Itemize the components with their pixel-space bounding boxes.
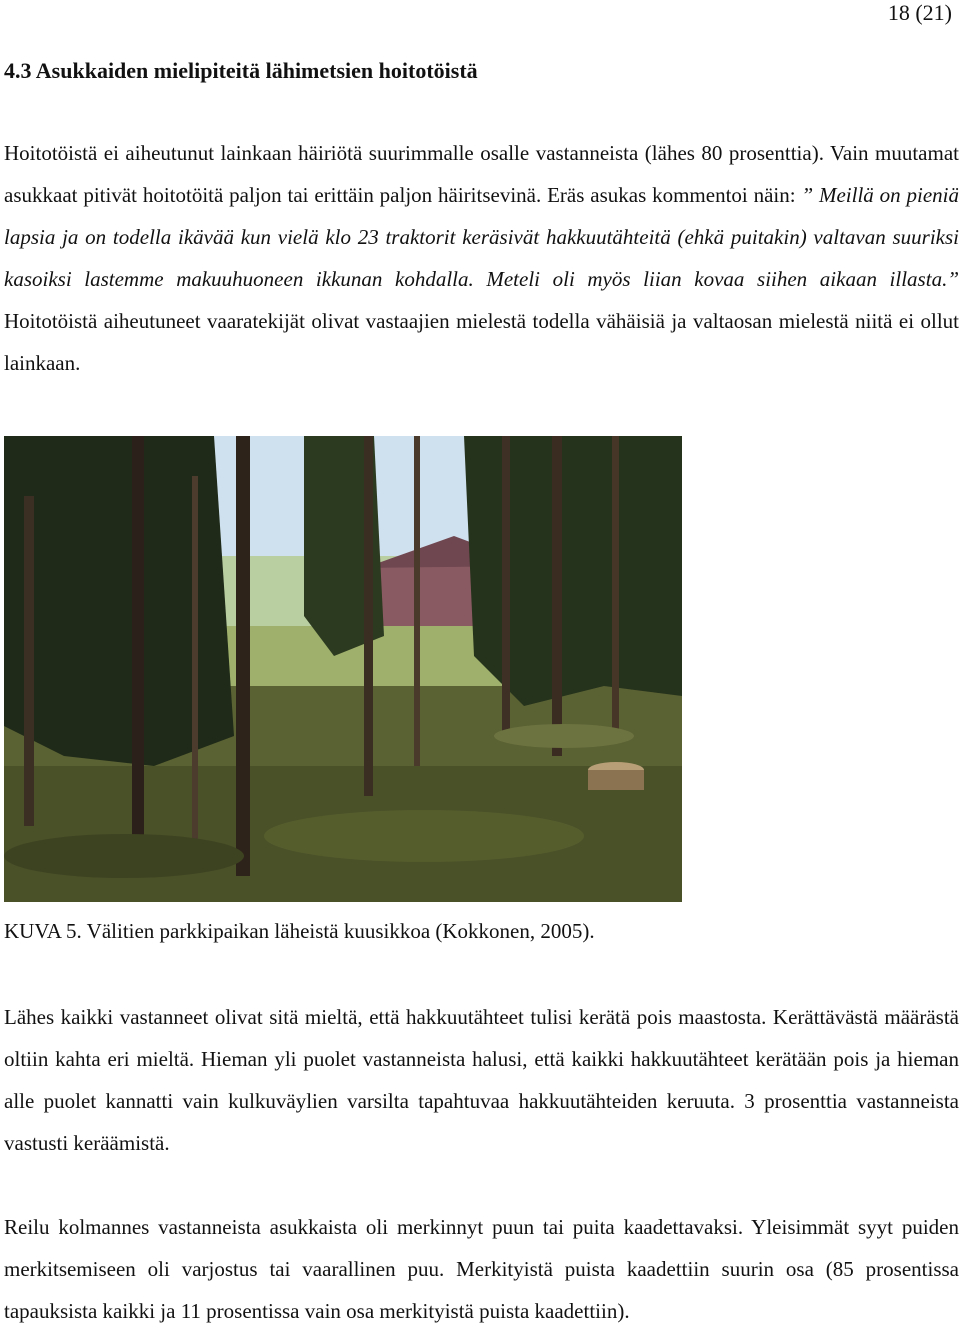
paragraph-puiden-merkitseminen: Reilu kolmannes vastanneista asukkaista oli merkinnyt puun tai puita kaadettavaksi. Yleisimmät syyt puiden merkitsemiseen oli varjostus tai vaarallinen puu. Merkityistä puista kaadettiin suurin osa (85 prosentissa tapauksista kaikki ja 11 prosentissa vain osa merkityistä puista kaadettiin). [4, 1215, 959, 1323]
figure-caption: KUVA 5. Välitien parkkipaikan läheistä kuusikkoa (Kokkonen, 2005). [4, 919, 595, 943]
page-number: 18 (21) [887, 0, 952, 25]
paragraph-hoitotyot [4, 132, 959, 384]
paragraph-text: Hoitotöistä ei aiheutunut lainkaan häiriötä suurimmalle osalle vastanneista (lähes 80 prosenttia). Vain muutamat asukkaat pitivät hoitotöitä paljon tai erittäin paljon häiritsevinä. Eräs asukas kommentoi näin: [4, 141, 959, 207]
spruce-forest-illustration [4, 436, 682, 902]
section-heading: 4.3 Asukkaiden mielipiteitä lähimetsien hoitotöistä [4, 58, 478, 83]
paragraph-text: Hoitotöistä aiheutuneet vaaratekijät olivat vastaajien mielestä todella vähäisiä ja valtaosan mielestä niitä ei ollut lainkaan. [4, 309, 959, 375]
resident-quote: ” Meillä on pieniä lapsia ja on todella ikävää kun vielä klo 23 traktorit keräsivät hakkuutähteitä (ehkä puitakin) valtavan suuriksi kasoiksi lastemme makuuhuoneen ikkunan kohdalla. Meteli oli myös liian kovaa siihen aikaan illasta.” [4, 183, 959, 291]
paragraph-hakkuutahteet: Lähes kaikki vastanneet olivat sitä mieltä, että hakkuutähteet tulisi kerätä pois maastosta. Kerättävästä määrästä oltiin kahta eri mieltä. Hieman yli puolet vastanneista halusi, että kaikki hakkuutähteet kerätään pois ja hieman alle puolet kannatti vain kulkuväylien varsilta tapahtuvaa hakkuutähteiden keruuta. 3 prosenttia vastanneista vastusti keräämistä. [4, 1005, 959, 1155]
forest-photo [4, 436, 682, 902]
